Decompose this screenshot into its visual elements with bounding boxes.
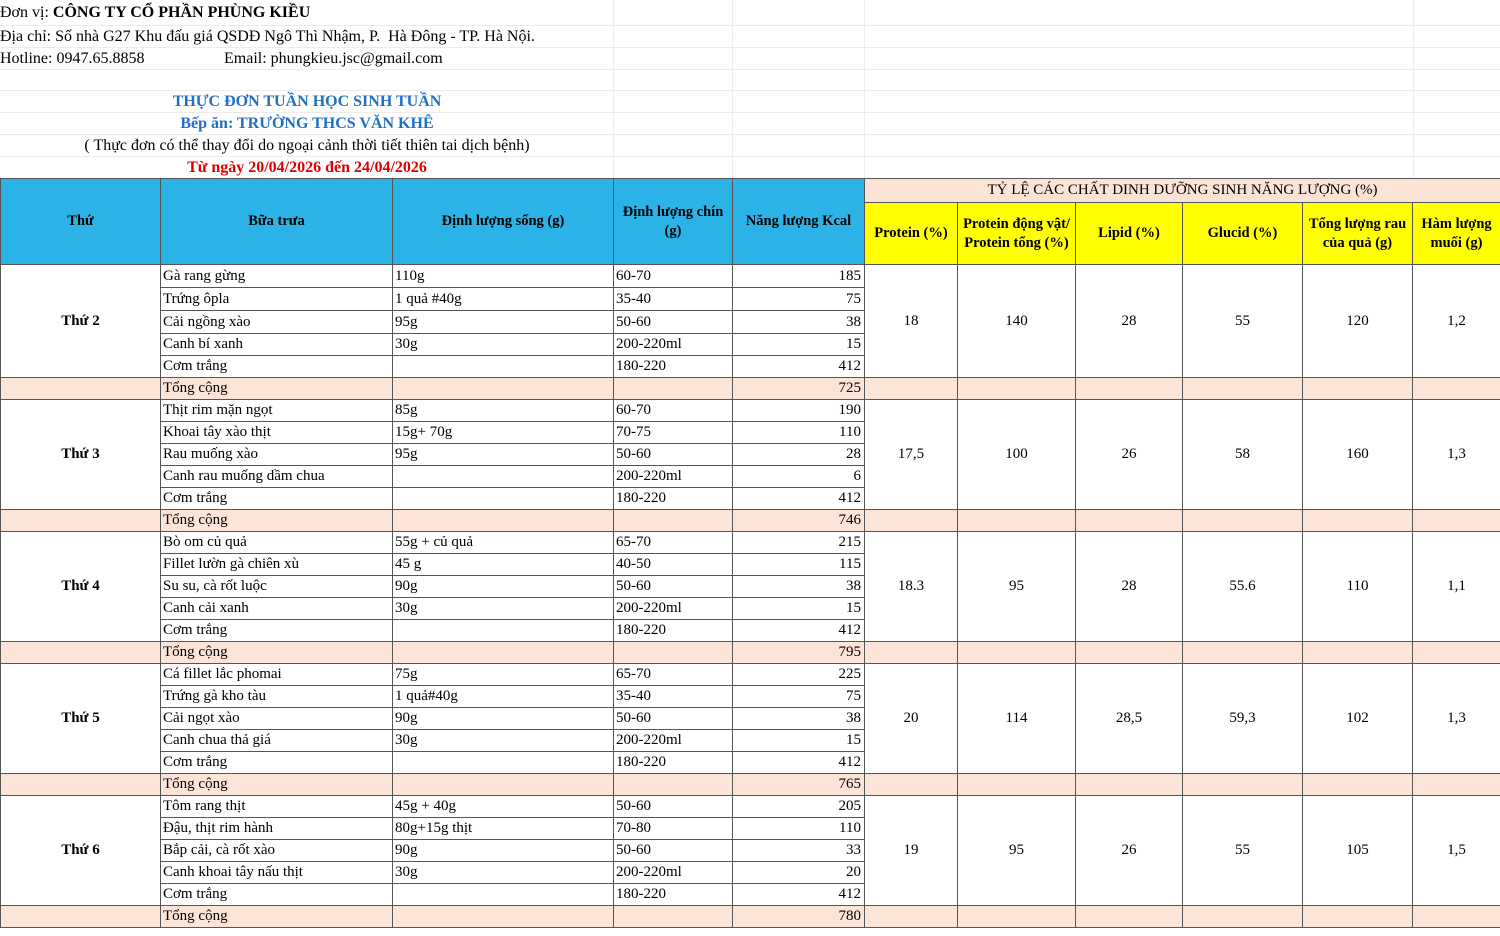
- nutrient-protein: 18.3: [865, 532, 958, 642]
- day-label: Thứ 2: [1, 265, 161, 378]
- nutrient-salt: 1,2: [1413, 265, 1500, 378]
- nutrient-veg: 160: [1303, 400, 1413, 510]
- nutrient-protein-animal: 95: [958, 532, 1076, 642]
- empty-cell: [614, 378, 733, 400]
- raw-amount: 45g + 40g: [393, 796, 614, 818]
- energy-value: 15: [733, 334, 865, 356]
- total-label: Tổng cộng: [161, 378, 393, 400]
- raw-amount: 90g: [393, 840, 614, 862]
- total-label: Tổng cộng: [161, 906, 393, 928]
- energy-value: 190: [733, 400, 865, 422]
- energy-value: 110: [733, 818, 865, 840]
- day-spacer: [1, 378, 161, 400]
- nutrient-veg: 120: [1303, 265, 1413, 378]
- empty-cell: [958, 906, 1076, 928]
- header-energy: Năng lượng Kcal: [733, 179, 865, 265]
- raw-amount: [393, 488, 614, 510]
- header-glucid: Glucid (%): [1183, 203, 1303, 265]
- raw-amount: 15g+ 70g: [393, 422, 614, 444]
- empty-cell: [1076, 510, 1183, 532]
- cooked-amount: 180-220: [614, 752, 733, 774]
- day-label: Thứ 4: [1, 532, 161, 642]
- empty-cell: [1303, 774, 1413, 796]
- nutrient-protein: 17,5: [865, 400, 958, 510]
- nutrient-salt: 1,3: [1413, 400, 1500, 510]
- raw-amount: 95g: [393, 311, 614, 334]
- empty-cell: [958, 774, 1076, 796]
- dish-name: Canh khoai tây nấu thịt: [161, 862, 393, 884]
- energy-value: 20: [733, 862, 865, 884]
- menu-table: [0, 178, 1500, 928]
- raw-amount: [393, 466, 614, 488]
- raw-amount: 45 g: [393, 554, 614, 576]
- cooked-amount: 50-60: [614, 840, 733, 862]
- total-energy: 780: [733, 906, 865, 928]
- day-label: Thứ 5: [1, 664, 161, 774]
- dish-name: Rau muống xào: [161, 444, 393, 466]
- nutrient-lipid: 28,5: [1076, 664, 1183, 774]
- empty-cell: [865, 774, 958, 796]
- total-label: Tổng cộng: [161, 510, 393, 532]
- dish-name: Trứng ôpla: [161, 288, 393, 311]
- energy-value: 15: [733, 598, 865, 620]
- table-row: [1, 664, 1500, 686]
- day-spacer: [1, 774, 161, 796]
- table-row: [1, 400, 1500, 422]
- nutrient-glucid: 55.6: [1183, 532, 1303, 642]
- dish-name: Bò om củ quả: [161, 532, 393, 554]
- cooked-amount: 180-220: [614, 620, 733, 642]
- cooked-amount: 200-220ml: [614, 862, 733, 884]
- empty-cell: [958, 642, 1076, 664]
- header-protein: Protein (%): [865, 203, 958, 265]
- energy-value: 185: [733, 265, 865, 288]
- email: Email: phungkieu.jsc@gmail.com: [224, 50, 443, 67]
- day-label: Thứ 6: [1, 796, 161, 906]
- dish-name: Cơm trắng: [161, 356, 393, 378]
- nutrient-glucid: 58: [1183, 400, 1303, 510]
- cooked-amount: 40-50: [614, 554, 733, 576]
- header-day: Thứ: [1, 179, 161, 265]
- raw-amount: 1 quả #40g: [393, 288, 614, 311]
- nutrient-glucid: 59,3: [1183, 664, 1303, 774]
- raw-amount: 80g+15g thịt: [393, 818, 614, 840]
- empty-cell: [1076, 906, 1183, 928]
- total-energy: 746: [733, 510, 865, 532]
- cooked-amount: 200-220ml: [614, 598, 733, 620]
- empty-cell: [393, 642, 614, 664]
- cooked-amount: 200-220ml: [614, 466, 733, 488]
- cooked-amount: 180-220: [614, 884, 733, 906]
- header-raw: Định lượng sống (g): [393, 179, 614, 265]
- total-label: Tổng cộng: [161, 642, 393, 664]
- nutrient-veg: 110: [1303, 532, 1413, 642]
- contact-line: [0, 48, 865, 70]
- cooked-amount: 50-60: [614, 311, 733, 334]
- cooked-amount: 35-40: [614, 686, 733, 708]
- raw-amount: [393, 620, 614, 642]
- nutrient-veg: 102: [1303, 664, 1413, 774]
- empty-cell: [865, 642, 958, 664]
- empty-cell: [1183, 510, 1303, 532]
- header-lipid: Lipid (%): [1076, 203, 1183, 265]
- day-label: Thứ 3: [1, 400, 161, 510]
- energy-value: 38: [733, 576, 865, 598]
- empty-cell: [614, 510, 733, 532]
- cooked-amount: 200-220ml: [614, 334, 733, 356]
- energy-value: 215: [733, 532, 865, 554]
- header-nutrition-group: TỶ LỆ CÁC CHẤT DINH DƯỠNG SINH NĂNG LƯỢNG (%): [865, 179, 1500, 203]
- raw-amount: [393, 356, 614, 378]
- total-row: [1, 642, 1500, 664]
- total-row: [1, 378, 1500, 400]
- empty-cell: [1183, 774, 1303, 796]
- header-veg: Tổng lượng rau của quả (g): [1303, 203, 1413, 265]
- dish-name: Cơm trắng: [161, 884, 393, 906]
- hotline: Hotline: 0947.65.8858: [0, 50, 145, 67]
- nutrient-lipid: 28: [1076, 265, 1183, 378]
- energy-value: 412: [733, 884, 865, 906]
- energy-value: 38: [733, 311, 865, 334]
- dish-name: Bắp cải, cà rốt xào: [161, 840, 393, 862]
- nutrient-lipid: 28: [1076, 532, 1183, 642]
- dish-name: Canh cải xanh: [161, 598, 393, 620]
- empty-cell: [1413, 510, 1500, 532]
- empty-cell: [958, 378, 1076, 400]
- nutrient-salt: 1,3: [1413, 664, 1500, 774]
- nutrient-lipid: 26: [1076, 400, 1183, 510]
- cooked-amount: 60-70: [614, 400, 733, 422]
- raw-amount: [393, 884, 614, 906]
- energy-value: 412: [733, 620, 865, 642]
- nutrient-glucid: 55: [1183, 265, 1303, 378]
- energy-value: 75: [733, 288, 865, 311]
- day-spacer: [1, 642, 161, 664]
- raw-amount: [393, 752, 614, 774]
- day-spacer: [1, 510, 161, 532]
- cooked-amount: 70-75: [614, 422, 733, 444]
- empty-cell: [1076, 774, 1183, 796]
- energy-value: 28: [733, 444, 865, 466]
- company-line: [0, 2, 865, 24]
- energy-value: 412: [733, 752, 865, 774]
- nutrient-protein: 20: [865, 664, 958, 774]
- dish-name: Cơm trắng: [161, 488, 393, 510]
- table-row: [1, 796, 1500, 818]
- empty-cell: [1413, 906, 1500, 928]
- menu-title: THỰC ĐƠN TUẦN HỌC SINH TUẦN: [172, 93, 442, 110]
- dish-name: Canh chua thả giá: [161, 730, 393, 752]
- empty-cell: [1303, 906, 1413, 928]
- empty-cell: [865, 906, 958, 928]
- dish-name: Su su, cà rốt luộc: [161, 576, 393, 598]
- table-row: [1, 265, 1500, 288]
- empty-cell: [1413, 774, 1500, 796]
- dish-name: Cải ngọt xào: [161, 708, 393, 730]
- raw-amount: 90g: [393, 708, 614, 730]
- nutrient-salt: 1,5: [1413, 796, 1500, 906]
- table-row: [1, 532, 1500, 554]
- total-energy: 725: [733, 378, 865, 400]
- energy-value: 15: [733, 730, 865, 752]
- empty-cell: [865, 510, 958, 532]
- cooked-amount: 50-60: [614, 796, 733, 818]
- empty-cell: [393, 378, 614, 400]
- cooked-amount: 200-220ml: [614, 730, 733, 752]
- empty-cell: [1183, 642, 1303, 664]
- header-meal: Bữa trưa: [161, 179, 393, 265]
- raw-amount: 30g: [393, 862, 614, 884]
- energy-value: 412: [733, 356, 865, 378]
- date-range: Từ ngày 20/04/2026 đến 24/04/2026: [187, 159, 427, 176]
- raw-amount: 30g: [393, 598, 614, 620]
- raw-amount: 85g: [393, 400, 614, 422]
- energy-value: 33: [733, 840, 865, 862]
- empty-cell: [865, 378, 958, 400]
- empty-cell: [1303, 378, 1413, 400]
- nutrient-protein: 19: [865, 796, 958, 906]
- empty-cell: [393, 906, 614, 928]
- header-cooked: Định lượng chín (g): [614, 179, 733, 265]
- dish-name: Trứng gà kho tàu: [161, 686, 393, 708]
- nutrient-protein-animal: 114: [958, 664, 1076, 774]
- dish-name: Canh bí xanh: [161, 334, 393, 356]
- nutrient-veg: 105: [1303, 796, 1413, 906]
- cooked-amount: 180-220: [614, 488, 733, 510]
- empty-cell: [1076, 642, 1183, 664]
- nutrient-protein: 18: [865, 265, 958, 378]
- dish-name: Đậu, thịt rim hành: [161, 818, 393, 840]
- unit-label: Đơn vị:: [0, 4, 53, 21]
- energy-value: 110: [733, 422, 865, 444]
- raw-amount: 110g: [393, 265, 614, 288]
- nutrient-protein-animal: 140: [958, 265, 1076, 378]
- nutrient-glucid: 55: [1183, 796, 1303, 906]
- total-row: [1, 906, 1500, 928]
- nutrient-protein-animal: 95: [958, 796, 1076, 906]
- address-line: Địa chỉ: Số nhà G27 Khu đấu giá QSDĐ Ngô Thì Nhậm, P. Hà Đông - TP. Hà Nội.: [0, 28, 535, 45]
- header-protein-animal: Protein động vật/ Protein tổng (%): [958, 203, 1076, 265]
- raw-amount: 95g: [393, 444, 614, 466]
- kitchen-title: Bếp ăn: TRƯỜNG THCS VĂN KHÊ: [180, 115, 434, 132]
- raw-amount: 90g: [393, 576, 614, 598]
- dish-name: Cơm trắng: [161, 752, 393, 774]
- dish-name: Canh rau muống dầm chua: [161, 466, 393, 488]
- nutrient-lipid: 26: [1076, 796, 1183, 906]
- cooked-amount: 65-70: [614, 532, 733, 554]
- energy-value: 75: [733, 686, 865, 708]
- dish-name: Cơm trắng: [161, 620, 393, 642]
- total-energy: 765: [733, 774, 865, 796]
- day-spacer: [1, 906, 161, 928]
- dish-name: Cá fillet lắc phomai: [161, 664, 393, 686]
- total-energy: 795: [733, 642, 865, 664]
- cooked-amount: 60-70: [614, 265, 733, 288]
- empty-cell: [393, 510, 614, 532]
- empty-cell: [1413, 642, 1500, 664]
- empty-cell: [1413, 378, 1500, 400]
- energy-value: 225: [733, 664, 865, 686]
- dish-name: Cải ngồng xào: [161, 311, 393, 334]
- raw-amount: 75g: [393, 664, 614, 686]
- total-row: [1, 510, 1500, 532]
- cooked-amount: 35-40: [614, 288, 733, 311]
- empty-cell: [393, 774, 614, 796]
- cooked-amount: 50-60: [614, 444, 733, 466]
- energy-value: 6: [733, 466, 865, 488]
- raw-amount: 1 quả#40g: [393, 686, 614, 708]
- company-name: CÔNG TY CỔ PHẦN PHÙNG KIỀU: [52, 4, 311, 21]
- energy-value: 205: [733, 796, 865, 818]
- cooked-amount: 50-60: [614, 576, 733, 598]
- menu-note: ( Thực đơn có thể thay đổi do ngoại cảnh thời tiết thiên tai dịch bệnh): [84, 137, 530, 154]
- energy-value: 412: [733, 488, 865, 510]
- nutrient-protein-animal: 100: [958, 400, 1076, 510]
- empty-cell: [1303, 642, 1413, 664]
- empty-cell: [614, 906, 733, 928]
- cooked-amount: 70-80: [614, 818, 733, 840]
- cooked-amount: 180-220: [614, 356, 733, 378]
- dish-name: Thịt rim mặn ngọt: [161, 400, 393, 422]
- energy-value: 115: [733, 554, 865, 576]
- dish-name: Tôm rang thịt: [161, 796, 393, 818]
- dish-name: Fillet lườn gà chiên xù: [161, 554, 393, 576]
- raw-amount: 55g + củ quả: [393, 532, 614, 554]
- dish-name: Khoai tây xào thịt: [161, 422, 393, 444]
- cooked-amount: 50-60: [614, 708, 733, 730]
- empty-cell: [1183, 906, 1303, 928]
- cooked-amount: 65-70: [614, 664, 733, 686]
- empty-cell: [1303, 510, 1413, 532]
- empty-cell: [614, 642, 733, 664]
- total-label: Tổng cộng: [161, 774, 393, 796]
- dish-name: Gà rang gừng: [161, 265, 393, 288]
- raw-amount: 30g: [393, 334, 614, 356]
- header-salt: Hàm lượng muối (g): [1413, 203, 1500, 265]
- empty-cell: [614, 774, 733, 796]
- nutrient-salt: 1,1: [1413, 532, 1500, 642]
- raw-amount: 30g: [393, 730, 614, 752]
- energy-value: 38: [733, 708, 865, 730]
- empty-cell: [1076, 378, 1183, 400]
- total-row: [1, 774, 1500, 796]
- empty-cell: [1183, 378, 1303, 400]
- empty-cell: [958, 510, 1076, 532]
